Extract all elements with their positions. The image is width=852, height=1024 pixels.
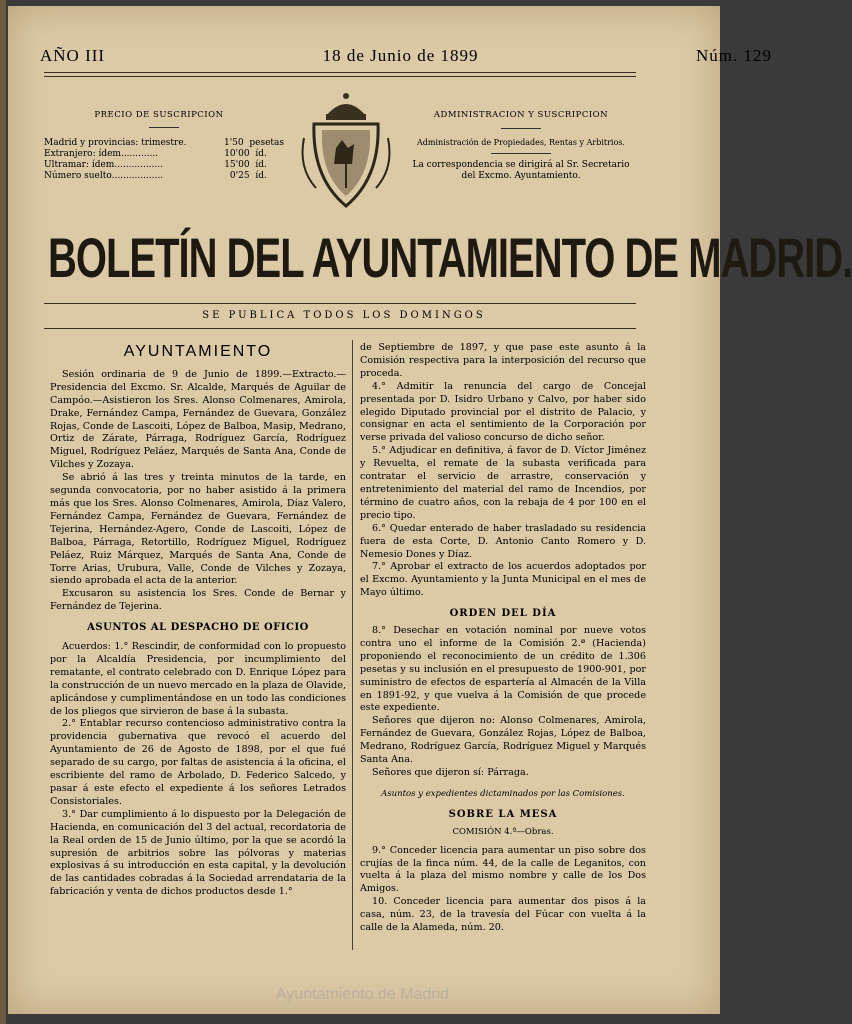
madrid-coat-of-arms-icon xyxy=(296,88,396,218)
paragraph: 6.° Quedar enterado de haber trasladado su residencia fuera de esta Corte, D. Antonio Canto Romero y D. Nemesio Dones y Díaz. xyxy=(360,522,646,560)
paragraph: 4.° Admitir la renuncia del cargo de Concejal presentada por D. Isidro Urbano y Calvo, por haber sido elegido Diputado provincial por el distrito de Palacio, y consignar en acta el sentimiento de la Corporación por verse privada del valioso concurso de dicho señor. xyxy=(360,380,646,444)
binding-edge xyxy=(0,0,6,1024)
section-subheading: ORDEN DEL DÍA xyxy=(449,608,557,620)
issue-date: 18 de Junio de 1899 xyxy=(322,46,479,65)
column-divider xyxy=(352,340,353,950)
prices-title: PRECIO DE SUSCRIPCION xyxy=(94,110,224,120)
subtitle-rule xyxy=(44,328,636,329)
italic-note: Asuntos y expedientes dictaminados por las Comisiones. xyxy=(381,788,625,799)
watermark: Ayuntamiento de Madrid xyxy=(275,986,450,1003)
paragraph: 5.° Adjudicar en definitiva, á favor de D. Víctor Jiménez y Revuelta, el remate de la subasta verificada para contratar el servicio de arrastre, conservación y entretenimiento del material del ramo de Incendios, por término de cuatro años, con la rebaja de 4 por 100 en el precio tipo. xyxy=(360,445,646,521)
paragraph: 9.° Conceder licencia para aumentar un piso sobre dos crujías de la finca núm. 44, de la calle de Leganitos, con vuelta á la plaza del mismo nombre y calle de los Dos Amigos. xyxy=(360,844,646,895)
issue-header xyxy=(40,46,772,66)
paragraph: 7.° Aprobar el extracto de los acuerdos adoptados por el Excmo. Ayuntamiento y la Junta Municipal en el mes de Mayo último. xyxy=(360,561,646,599)
paragraph: 2.° Entablar recurso contencioso administrativo contra la providencia gubernativa que revocó el acuerdo del Ayuntamiento de 26 de Agosto de 1898, por el que fué separado de su cargo, por faltas de asistencia á la oficina, el escribiente del ramo de Arbolado, D. Federico Salcedo, y pasar á este efecto el expediente á los señores Letrados Consistoriales. xyxy=(50,718,346,807)
commission-label: COMISIÓN 4.ª—Obras. xyxy=(452,826,554,837)
publication-subtitle: SE PUBLICA TODOS LOS DOMINGOS xyxy=(202,310,486,321)
price-row: Extranjero: ídem............. 10'00 íd. xyxy=(44,149,267,159)
header-rule xyxy=(44,72,636,73)
masthead-rule xyxy=(44,303,636,304)
administration-box xyxy=(406,110,636,182)
paragraph: Excusaron su asistencia los Sres. Conde de Bernar y Fernández de Tejerina. xyxy=(50,588,346,613)
admin-line-2: La correspondencia se dirigirá al Sr. Secretario del Excmo. Ayuntamiento. xyxy=(412,160,630,181)
paragraph: de Septiembre de 1897, y que pase este asunto á la Comisión respectiva para la interposición del recurso que proceda. xyxy=(360,342,646,379)
masthead-title: BOLETÍN DEL AYUNTAMIENTO DE MADRID. xyxy=(48,228,852,290)
section-heading: AYUNTAMIENTO xyxy=(123,343,273,360)
issue-number: Núm. 129 xyxy=(695,46,772,65)
subscription-prices xyxy=(44,110,284,182)
price-row: Ultramar: ídem................. 15'00 íd. xyxy=(44,160,267,170)
paragraph: Acuerdos: 1.° Rescindir, de conformidad con lo propuesto por la Alcaldía Presidencia, por incumplimiento del rematante, el contrato celebrado con D. Enrique López para la construcción de un nuevo mercado en la plaza de Olavide, aplicándose y cumplimentándose en un todo las condiciones de los pliegos que sirvieron de base á la subasta. xyxy=(50,641,346,717)
header-rule-2 xyxy=(44,76,636,77)
issue-year: AÑO III xyxy=(40,46,106,65)
price-row: Número suelto.................. 0'25 íd. xyxy=(44,171,267,181)
paragraph: Se abrió á las tres y treinta minutos de la tarde, en segunda convocatoria, por no haber asistido á la primera más que los Sres. Alonso Colmenares, Amirola, Díaz Valero, Fernández Campa, Fernández de Guevara, Fernández de Tejerina, Hernández-Agero, Conde de Lascoiti, López de Balboa, Párraga, Retortillo, Rodríguez Miguel, Rodríguez Peláez, Ruiz Márquez, Marqués de Santa Ana, Conde de Torre Arias, Urubura, Valle, Conde de Vilches y Zozaya, siendo aprobada el acta de la anterior. xyxy=(50,472,346,587)
column-right xyxy=(360,342,646,935)
admin-title: ADMINISTRACION Y SUSCRIPCION xyxy=(433,110,609,120)
paragraph: Señores que dijeron sí: Párraga. xyxy=(372,767,529,778)
paragraph: Señores que dijeron no: Alonso Colmenares, Amirola, Fernández de Guevara, González Rojas, López de Balboa, Medrano, Rodríguez García, Rodríguez Miguel y Marqués Santa Ana. xyxy=(360,715,646,766)
paragraph: 10. Conceder licencia para aumentar dos pisos á la casa, núm. 23, de la travesía del Fúcar con vuelta á la calle de la Alameda, núm. 20. xyxy=(360,896,646,934)
admin-line-1: Administración de Propiedades, Rentas y Arbitrios. xyxy=(417,138,625,147)
section-subheading: SOBRE LA MESA xyxy=(448,808,558,820)
paragraph: 3.° Dar cumplimiento á lo dispuesto por la Delegación de Hacienda, en comunicación del 3 del actual, recordatoria de la Real orden de 15 de Junio último, por la que se acordó la supresión de arbitrios sobre las pólvoras y materias explosivas á su introducción en esta capital, y la devolución de las cantidades cobradas á la Sociedad arrendataria de la fabricación y venta de dichos productos desde 1.° xyxy=(50,808,346,898)
section-subheading: ASUNTOS AL DESPACHO DE OFICIO xyxy=(87,622,309,634)
paragraph: 8.° Desechar en votación nominal por nueve votos contra uno el informe de la Comisión 2.ª (Hacienda) proponiendo el reconocimiento de un crédito de 1.306 pesetas y su inclusión en el presupuesto de 1900-901, por suministro de efectos de espartería al Almacén de la Villa en 1891-92, y que vuelva á la Comisión de que procede este expediente. xyxy=(360,625,646,714)
column-left xyxy=(50,342,346,899)
price-row: Madrid y provincias: trimestre. 1'50 pesetas xyxy=(44,138,284,148)
paragraph: Sesión ordinaria de 9 de Junio de 1899.—Extracto.—Presidencia del Excmo. Sr. Alcalde, Marqués de Aguilar de Campóo.—Asistieron los Sres. Alonso Colmenares, Amirola, Drake, Fernández Campa, Fernández de Guevara, González Rojas, Conde de Lascoiti, López de Balboa, Masip, Medrano, Ortiz de Zárate, Párraga, Rodríguez García, Rodríguez Miguel, Rodríguez Peláez, Marqués de Santa Ana, Conde de Vilches y Zozaya. xyxy=(50,368,346,471)
